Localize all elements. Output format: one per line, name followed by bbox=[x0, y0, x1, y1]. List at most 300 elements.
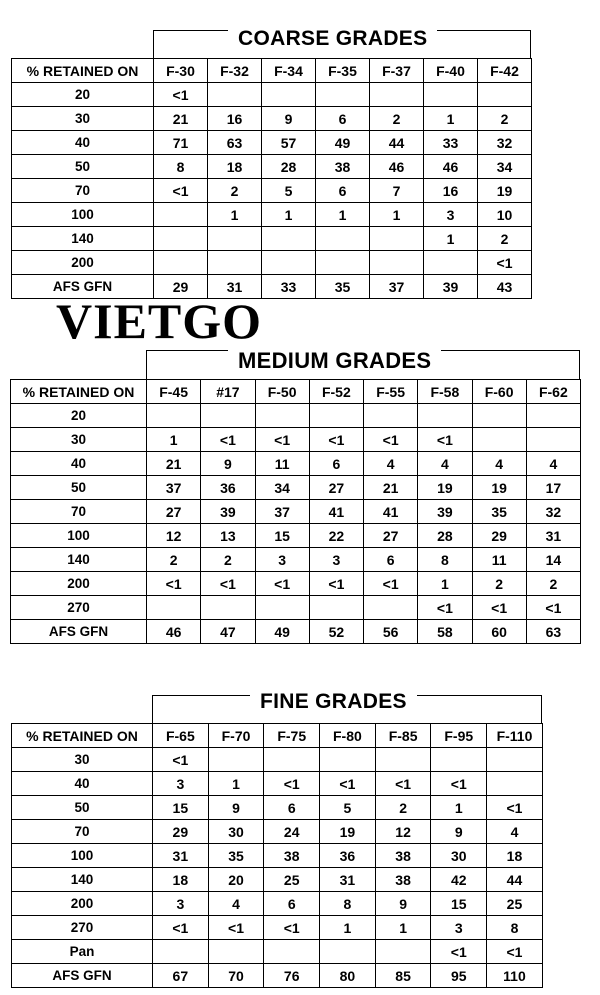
table-row bbox=[11, 452, 581, 476]
mesh-label: AFS GFN bbox=[11, 620, 147, 644]
table-cell: 58 bbox=[418, 620, 472, 644]
table-cell: <1 bbox=[201, 428, 255, 452]
mesh-label: Pan bbox=[12, 940, 153, 964]
table-cell: 5 bbox=[320, 796, 376, 820]
table-row bbox=[11, 548, 581, 572]
mesh-label: 50 bbox=[11, 476, 147, 500]
mesh-label: 30 bbox=[11, 428, 147, 452]
table-cell: <1 bbox=[431, 772, 487, 796]
table-cell: 29 bbox=[153, 820, 209, 844]
mesh-label: 200 bbox=[12, 892, 153, 916]
table-cell bbox=[154, 203, 208, 227]
table-cell: 52 bbox=[309, 620, 363, 644]
table-cell: 1 bbox=[262, 203, 316, 227]
table-cell: 6 bbox=[364, 548, 418, 572]
table-cell: <1 bbox=[153, 748, 209, 772]
grade-column-header: F-95 bbox=[431, 724, 487, 748]
table-cell: 2 bbox=[375, 796, 431, 820]
table-cell: 27 bbox=[147, 500, 201, 524]
table-cell: 3 bbox=[255, 548, 309, 572]
table-cell bbox=[154, 251, 208, 275]
table-cell: 39 bbox=[424, 275, 478, 299]
table-row bbox=[12, 796, 543, 820]
table-cell: <1 bbox=[264, 916, 320, 940]
table-row bbox=[12, 940, 543, 964]
table-cell bbox=[147, 596, 201, 620]
mesh-label: 20 bbox=[12, 83, 154, 107]
table-cell: 13 bbox=[201, 524, 255, 548]
table-cell: 63 bbox=[526, 620, 580, 644]
table-cell: 44 bbox=[487, 868, 543, 892]
table-cell: 76 bbox=[264, 964, 320, 988]
table-cell bbox=[208, 227, 262, 251]
table-cell: 38 bbox=[375, 844, 431, 868]
table-cell: 4 bbox=[208, 892, 264, 916]
table-cell bbox=[424, 83, 478, 107]
table-cell bbox=[262, 83, 316, 107]
table-cell: 11 bbox=[255, 452, 309, 476]
table-cell: 4 bbox=[418, 452, 472, 476]
table-cell: 20 bbox=[208, 868, 264, 892]
table-cell: <1 bbox=[309, 572, 363, 596]
table-row bbox=[12, 251, 532, 275]
table-cell: 37 bbox=[255, 500, 309, 524]
table-cell: 28 bbox=[262, 155, 316, 179]
table-row bbox=[11, 428, 581, 452]
grade-column-header: F-58 bbox=[418, 380, 472, 404]
table-cell: 34 bbox=[255, 476, 309, 500]
table-cell bbox=[424, 251, 478, 275]
mesh-label: 40 bbox=[12, 772, 153, 796]
table-cell: 1 bbox=[208, 772, 264, 796]
table-cell: 2 bbox=[472, 572, 526, 596]
mesh-label: 40 bbox=[12, 131, 154, 155]
table-row bbox=[12, 131, 532, 155]
table-cell: 3 bbox=[309, 548, 363, 572]
table-cell: 47 bbox=[201, 620, 255, 644]
table-cell bbox=[320, 940, 376, 964]
grade-column-header: F-62 bbox=[526, 380, 580, 404]
table-cell: 6 bbox=[264, 892, 320, 916]
table-cell bbox=[208, 83, 262, 107]
grade-column-header: F-35 bbox=[316, 59, 370, 83]
table-cell: 37 bbox=[147, 476, 201, 500]
table-cell: <1 bbox=[364, 428, 418, 452]
table-cell bbox=[309, 404, 363, 428]
table-cell: 9 bbox=[431, 820, 487, 844]
table-row bbox=[12, 83, 532, 107]
table-row bbox=[12, 748, 543, 772]
table-cell: 4 bbox=[364, 452, 418, 476]
table-cell: 80 bbox=[320, 964, 376, 988]
table-cell bbox=[316, 227, 370, 251]
table-cell: 3 bbox=[424, 203, 478, 227]
table-row bbox=[11, 572, 581, 596]
table-cell: 36 bbox=[320, 844, 376, 868]
table-cell: 31 bbox=[320, 868, 376, 892]
table-row bbox=[11, 500, 581, 524]
mesh-label: 40 bbox=[11, 452, 147, 476]
table-cell: 38 bbox=[316, 155, 370, 179]
mesh-label: 270 bbox=[11, 596, 147, 620]
table-row bbox=[12, 820, 543, 844]
table-cell bbox=[201, 596, 255, 620]
table-cell bbox=[478, 83, 532, 107]
table-cell: 18 bbox=[208, 155, 262, 179]
grade-column-header: F-42 bbox=[478, 59, 532, 83]
table-cell: <1 bbox=[208, 916, 264, 940]
mesh-label: 100 bbox=[12, 844, 153, 868]
table-row bbox=[11, 596, 581, 620]
table-cell: 33 bbox=[262, 275, 316, 299]
grade-column-header: F-70 bbox=[208, 724, 264, 748]
table-row bbox=[12, 772, 543, 796]
fine-grades-table bbox=[11, 723, 543, 988]
grade-column-header: F-50 bbox=[255, 380, 309, 404]
table-cell: 6 bbox=[316, 107, 370, 131]
table-cell bbox=[262, 227, 316, 251]
mesh-label: 140 bbox=[11, 548, 147, 572]
table-cell: 34 bbox=[478, 155, 532, 179]
grade-column-header: F-37 bbox=[370, 59, 424, 83]
table-cell: 85 bbox=[375, 964, 431, 988]
coarse-title: COARSE GRADES bbox=[228, 28, 437, 49]
table-cell: <1 bbox=[255, 428, 309, 452]
table-cell: 21 bbox=[147, 452, 201, 476]
table-row bbox=[12, 179, 532, 203]
grade-column-header: F-52 bbox=[309, 380, 363, 404]
header-row bbox=[12, 59, 532, 83]
retained-on-header: % RETAINED ON bbox=[11, 380, 147, 404]
table-cell: 19 bbox=[478, 179, 532, 203]
table-cell: 14 bbox=[526, 548, 580, 572]
table-row bbox=[12, 227, 532, 251]
table-cell: 3 bbox=[431, 916, 487, 940]
mesh-label: 100 bbox=[12, 203, 154, 227]
table-cell: <1 bbox=[153, 916, 209, 940]
table-cell: 41 bbox=[364, 500, 418, 524]
table-cell bbox=[487, 748, 543, 772]
table-cell bbox=[316, 251, 370, 275]
table-row bbox=[11, 404, 581, 428]
table-cell: 1 bbox=[208, 203, 262, 227]
table-cell: 46 bbox=[370, 155, 424, 179]
table-cell bbox=[370, 83, 424, 107]
fine-title: FINE GRADES bbox=[250, 691, 417, 712]
table-cell: 9 bbox=[208, 796, 264, 820]
table-cell: 1 bbox=[431, 796, 487, 820]
mesh-label: 140 bbox=[12, 227, 154, 251]
table-cell: 35 bbox=[472, 500, 526, 524]
table-cell: 10 bbox=[478, 203, 532, 227]
table-cell bbox=[370, 227, 424, 251]
table-cell: 8 bbox=[487, 916, 543, 940]
table-cell: 2 bbox=[478, 107, 532, 131]
coarse-grades-table bbox=[11, 58, 532, 299]
table-cell: 60 bbox=[472, 620, 526, 644]
mesh-label: 20 bbox=[11, 404, 147, 428]
grade-column-header: F-34 bbox=[262, 59, 316, 83]
mesh-label: 140 bbox=[12, 868, 153, 892]
retained-on-header: % RETAINED ON bbox=[12, 724, 153, 748]
table-cell: 3 bbox=[153, 892, 209, 916]
table-cell: 46 bbox=[424, 155, 478, 179]
table-cell: <1 bbox=[526, 596, 580, 620]
table-cell: <1 bbox=[320, 772, 376, 796]
grade-column-header: F-75 bbox=[264, 724, 320, 748]
table-cell: 41 bbox=[309, 500, 363, 524]
table-cell: 8 bbox=[418, 548, 472, 572]
table-cell: <1 bbox=[201, 572, 255, 596]
table-cell: 42 bbox=[431, 868, 487, 892]
mesh-label: 270 bbox=[12, 916, 153, 940]
table-cell: 57 bbox=[262, 131, 316, 155]
mesh-label: AFS GFN bbox=[12, 964, 153, 988]
table-row bbox=[12, 107, 532, 131]
table-cell: 6 bbox=[309, 452, 363, 476]
table-cell: 2 bbox=[478, 227, 532, 251]
table-cell: 46 bbox=[147, 620, 201, 644]
medium-title: MEDIUM GRADES bbox=[228, 350, 441, 372]
table-cell: 36 bbox=[201, 476, 255, 500]
grade-column-header: F-30 bbox=[154, 59, 208, 83]
table-cell: 21 bbox=[364, 476, 418, 500]
table-cell: 6 bbox=[316, 179, 370, 203]
table-row bbox=[12, 916, 543, 940]
table-cell: 95 bbox=[431, 964, 487, 988]
table-cell: 15 bbox=[431, 892, 487, 916]
table-cell: 1 bbox=[424, 227, 478, 251]
table-cell: 3 bbox=[153, 772, 209, 796]
table-cell: 2 bbox=[201, 548, 255, 572]
mesh-label: 50 bbox=[12, 796, 153, 820]
table-row bbox=[11, 620, 581, 644]
grade-column-header: F-60 bbox=[472, 380, 526, 404]
table-cell: 2 bbox=[526, 572, 580, 596]
table-cell: 1 bbox=[320, 916, 376, 940]
table-row bbox=[12, 964, 543, 988]
grade-column-header: F-80 bbox=[320, 724, 376, 748]
table-cell bbox=[526, 404, 580, 428]
table-cell: 39 bbox=[418, 500, 472, 524]
table-cell: 38 bbox=[375, 868, 431, 892]
grade-column-header: F-55 bbox=[364, 380, 418, 404]
mesh-label: 70 bbox=[12, 179, 154, 203]
table-cell bbox=[472, 404, 526, 428]
table-cell: 2 bbox=[370, 107, 424, 131]
table-cell: 39 bbox=[201, 500, 255, 524]
grade-column-header: #17 bbox=[201, 380, 255, 404]
table-cell: <1 bbox=[375, 772, 431, 796]
table-cell: 9 bbox=[375, 892, 431, 916]
table-cell: 4 bbox=[526, 452, 580, 476]
table-cell bbox=[370, 251, 424, 275]
table-cell: <1 bbox=[431, 940, 487, 964]
table-cell bbox=[264, 940, 320, 964]
mesh-label: 30 bbox=[12, 107, 154, 131]
table-cell: 29 bbox=[154, 275, 208, 299]
table-cell: 16 bbox=[424, 179, 478, 203]
table-cell bbox=[154, 227, 208, 251]
table-row bbox=[12, 892, 543, 916]
table-cell: 15 bbox=[153, 796, 209, 820]
table-cell: 12 bbox=[147, 524, 201, 548]
table-cell: 1 bbox=[424, 107, 478, 131]
mesh-label: 100 bbox=[11, 524, 147, 548]
table-cell bbox=[364, 596, 418, 620]
table-row bbox=[12, 868, 543, 892]
table-cell: <1 bbox=[154, 179, 208, 203]
brand-logo: VIETGO bbox=[56, 293, 263, 349]
table-cell bbox=[201, 404, 255, 428]
table-cell: 12 bbox=[375, 820, 431, 844]
table-cell: <1 bbox=[487, 796, 543, 820]
mesh-label: 200 bbox=[12, 251, 154, 275]
table-row bbox=[11, 524, 581, 548]
table-cell: 1 bbox=[375, 916, 431, 940]
table-cell: 25 bbox=[487, 892, 543, 916]
header-row bbox=[12, 724, 543, 748]
table-cell bbox=[487, 772, 543, 796]
table-cell: 9 bbox=[201, 452, 255, 476]
table-cell bbox=[472, 428, 526, 452]
grade-column-header: F-40 bbox=[424, 59, 478, 83]
table-cell: 33 bbox=[424, 131, 478, 155]
table-cell: 30 bbox=[208, 820, 264, 844]
table-cell: <1 bbox=[487, 940, 543, 964]
mesh-label: 50 bbox=[12, 155, 154, 179]
table-cell bbox=[309, 596, 363, 620]
retained-on-header: % RETAINED ON bbox=[12, 59, 154, 83]
table-cell: 8 bbox=[320, 892, 376, 916]
table-cell: 35 bbox=[208, 844, 264, 868]
table-cell: 19 bbox=[472, 476, 526, 500]
table-cell: 27 bbox=[309, 476, 363, 500]
table-row bbox=[12, 844, 543, 868]
table-cell: 11 bbox=[472, 548, 526, 572]
table-cell: 32 bbox=[478, 131, 532, 155]
table-cell: 2 bbox=[208, 179, 262, 203]
table-cell: 5 bbox=[262, 179, 316, 203]
table-cell: 2 bbox=[147, 548, 201, 572]
mesh-label: 30 bbox=[12, 748, 153, 772]
table-cell: 9 bbox=[262, 107, 316, 131]
table-cell: 32 bbox=[526, 500, 580, 524]
table-cell: 29 bbox=[472, 524, 526, 548]
table-cell: 1 bbox=[418, 572, 472, 596]
table-cell bbox=[147, 404, 201, 428]
table-cell: 17 bbox=[526, 476, 580, 500]
table-cell: 49 bbox=[255, 620, 309, 644]
grade-column-header: F-45 bbox=[147, 380, 201, 404]
table-row bbox=[12, 203, 532, 227]
table-cell bbox=[364, 404, 418, 428]
table-cell: <1 bbox=[147, 572, 201, 596]
table-cell: 28 bbox=[418, 524, 472, 548]
table-cell: 31 bbox=[526, 524, 580, 548]
table-cell: <1 bbox=[309, 428, 363, 452]
table-cell: 4 bbox=[472, 452, 526, 476]
table-cell: <1 bbox=[154, 83, 208, 107]
table-cell: 8 bbox=[154, 155, 208, 179]
table-cell: 27 bbox=[364, 524, 418, 548]
table-cell: <1 bbox=[472, 596, 526, 620]
table-cell: 25 bbox=[264, 868, 320, 892]
table-cell bbox=[153, 940, 209, 964]
table-cell: <1 bbox=[364, 572, 418, 596]
table-cell bbox=[375, 940, 431, 964]
table-row bbox=[12, 155, 532, 179]
table-cell: 19 bbox=[418, 476, 472, 500]
table-cell: 24 bbox=[264, 820, 320, 844]
table-cell: 6 bbox=[264, 796, 320, 820]
table-cell: 35 bbox=[316, 275, 370, 299]
table-cell: 63 bbox=[208, 131, 262, 155]
table-cell bbox=[526, 428, 580, 452]
table-cell: 16 bbox=[208, 107, 262, 131]
table-cell: 21 bbox=[154, 107, 208, 131]
table-cell: 70 bbox=[208, 964, 264, 988]
table-cell bbox=[316, 83, 370, 107]
grade-column-header: F-110 bbox=[487, 724, 543, 748]
table-cell: <1 bbox=[255, 572, 309, 596]
mesh-label: AFS GFN bbox=[12, 275, 154, 299]
table-cell bbox=[431, 748, 487, 772]
table-cell: 31 bbox=[208, 275, 262, 299]
table-cell: 49 bbox=[316, 131, 370, 155]
table-cell: 56 bbox=[364, 620, 418, 644]
grade-column-header: F-85 bbox=[375, 724, 431, 748]
table-cell: <1 bbox=[418, 428, 472, 452]
table-cell bbox=[255, 596, 309, 620]
grade-column-header: F-65 bbox=[153, 724, 209, 748]
table-cell: <1 bbox=[478, 251, 532, 275]
table-cell: 4 bbox=[487, 820, 543, 844]
table-cell: 18 bbox=[487, 844, 543, 868]
table-cell bbox=[208, 251, 262, 275]
table-cell bbox=[375, 748, 431, 772]
table-cell: 30 bbox=[431, 844, 487, 868]
table-cell: <1 bbox=[418, 596, 472, 620]
table-cell bbox=[320, 748, 376, 772]
table-row bbox=[11, 476, 581, 500]
table-cell bbox=[208, 748, 264, 772]
table-cell: 38 bbox=[264, 844, 320, 868]
table-cell: 1 bbox=[147, 428, 201, 452]
table-cell: 19 bbox=[320, 820, 376, 844]
table-cell: 44 bbox=[370, 131, 424, 155]
mesh-label: 70 bbox=[11, 500, 147, 524]
mesh-label: 70 bbox=[12, 820, 153, 844]
table-cell: 15 bbox=[255, 524, 309, 548]
table-cell bbox=[418, 404, 472, 428]
medium-grades-table bbox=[10, 379, 581, 644]
table-cell: 18 bbox=[153, 868, 209, 892]
mesh-label: 200 bbox=[11, 572, 147, 596]
table-cell bbox=[264, 748, 320, 772]
table-cell: 1 bbox=[316, 203, 370, 227]
table-cell: 110 bbox=[487, 964, 543, 988]
table-cell: 22 bbox=[309, 524, 363, 548]
grade-column-header: F-32 bbox=[208, 59, 262, 83]
table-cell bbox=[255, 404, 309, 428]
table-cell: 37 bbox=[370, 275, 424, 299]
table-cell: 7 bbox=[370, 179, 424, 203]
header-row bbox=[11, 380, 581, 404]
table-cell: <1 bbox=[264, 772, 320, 796]
table-cell: 31 bbox=[153, 844, 209, 868]
table-cell: 71 bbox=[154, 131, 208, 155]
